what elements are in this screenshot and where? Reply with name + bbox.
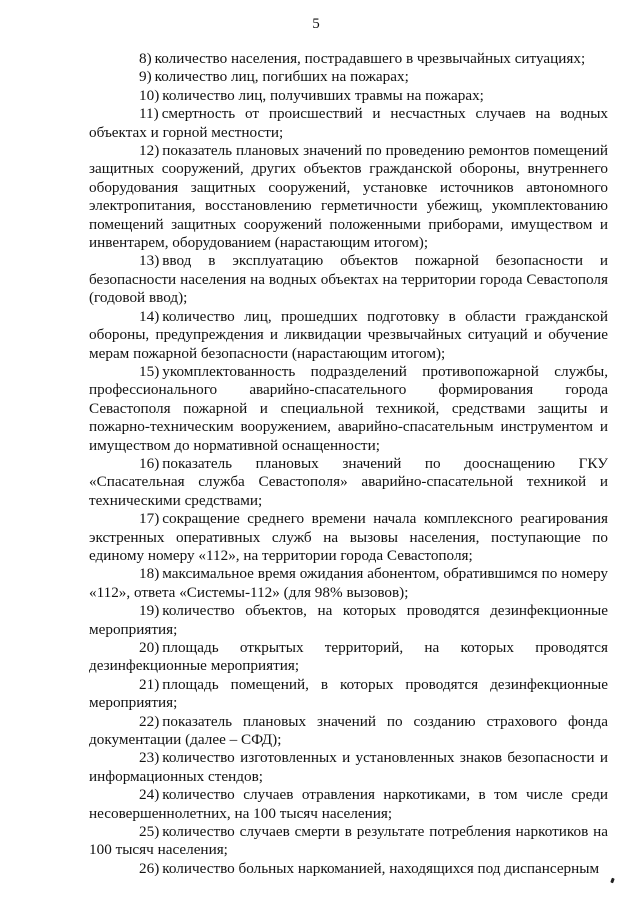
list-item bbox=[89, 252, 608, 307]
page-number: 5 bbox=[312, 16, 320, 32]
list-item bbox=[89, 602, 608, 639]
item-number: 20) bbox=[139, 639, 160, 656]
item-number: 15) bbox=[139, 362, 160, 380]
item-text: ввод в эксплуатацию объектов пожарной безопасности и безопасности населения на водных объектах на территории города Севастополя (годовой ввод); bbox=[89, 252, 608, 307]
item-number: 25) bbox=[139, 823, 160, 841]
list-item bbox=[89, 639, 608, 676]
item-text: количество лиц, прошедших подготовку в области гражданской обороны, предупреждения и ликвидации чрезвычайных ситуаций и обучение мерам пожарной безопасности (нарастающим итогом); bbox=[89, 307, 608, 362]
item-number: 26) bbox=[139, 859, 160, 877]
indicator-list bbox=[89, 50, 608, 878]
list-item bbox=[89, 676, 608, 713]
item-number: 19) bbox=[139, 602, 160, 620]
list-item bbox=[89, 105, 608, 142]
item-text: максимальное время ожидания абонентом, обратившимся по номеру «112», ответа «Системы-112» (для 98% вызовов); bbox=[89, 565, 608, 601]
item-text: количество лиц, погибших на пожарах; bbox=[154, 68, 409, 86]
list-item bbox=[89, 363, 608, 455]
item-text: укомплектованность подразделений противопожарной службы, профессионального аварийно-спасательного формирования города Севастополя пожарной и специальной техникой, средствами защиты и пожарно-техническим вооружением, аварийно-спасательным инструментом и имуществом до нормативной оснащенности; bbox=[89, 362, 608, 454]
item-text: площадь помещений, в которых проводятся дезинфекционные мероприятия; bbox=[89, 675, 608, 712]
item-text: показатель плановых значений по дооснащению ГКУ «Спасательная служба Севастополя» аварийно-спасательной техникой и техническими средствами; bbox=[89, 454, 608, 509]
item-number: 13) bbox=[139, 252, 160, 270]
item-number: 24) bbox=[139, 786, 160, 804]
item-number: 16) bbox=[139, 454, 160, 472]
list-item bbox=[89, 860, 608, 878]
item-text: количество случаев смерти в результате потребления наркотиков на 100 тысяч населения; bbox=[89, 823, 608, 859]
list-item bbox=[89, 87, 608, 105]
item-number: 18) bbox=[139, 565, 160, 583]
item-text: количество изготовленных и установленных знаков безопасности и информационных стендов; bbox=[89, 749, 608, 785]
item-number: 22) bbox=[139, 712, 160, 730]
item-text: количество объектов, на которых проводятся дезинфекционные мероприятия; bbox=[89, 602, 608, 638]
item-number: 21) bbox=[139, 675, 160, 693]
item-text: количество лиц, получивших травмы на пожарах; bbox=[162, 86, 484, 104]
list-item bbox=[89, 713, 608, 750]
item-number: 17) bbox=[139, 510, 160, 528]
list-item bbox=[89, 565, 608, 602]
item-number: 11) bbox=[139, 105, 159, 123]
item-text: площадь открытых территорий, на которых проводятся дезинфекционные мероприятия; bbox=[89, 639, 608, 675]
list-item bbox=[89, 142, 608, 252]
list-item bbox=[89, 308, 608, 363]
ink-speck bbox=[610, 878, 615, 884]
list-item bbox=[89, 510, 608, 565]
list-item bbox=[89, 823, 608, 860]
item-text: количество больных наркоманией, находящихся под диспансерным bbox=[162, 859, 600, 877]
item-number: 10) bbox=[139, 86, 160, 104]
item-number: 23) bbox=[139, 749, 160, 767]
item-text: показатель плановых значений по проведению ремонтов помещений защитных сооружений, других объектов гражданской обороны, внутреннего оборудования защитных сооружений, установке источников автономного электропитания, восстановлению герметичности убежищ, укомплектованию помещений защитных сооружений положенными приборами, имуществом и инвентарем, оборудованием (нарастающим итогом); bbox=[89, 142, 608, 252]
list-item bbox=[89, 786, 608, 823]
item-text: количество случаев отравления наркотиками, в том числе среди несовершеннолетних, на 100 тысяч населения; bbox=[89, 786, 608, 822]
item-text: количество населения, пострадавшего в чрезвычайных ситуациях; bbox=[154, 50, 586, 67]
item-text: показатель плановых значений по созданию страхового фонда документации (далее – СФД); bbox=[89, 712, 608, 749]
item-number: 12) bbox=[139, 142, 160, 160]
item-text: смертность от происшествий и несчастных случаев на водных объектах и горной местности; bbox=[89, 105, 608, 141]
item-text: сокращение среднего времени начала комплексного реагирования экстренных оперативных служб на вызовы населения, поступающие по единому номеру «112», на территории города Севастополя; bbox=[89, 510, 608, 564]
item-number: 9) bbox=[139, 68, 152, 86]
list-item bbox=[89, 455, 608, 510]
list-item bbox=[89, 50, 608, 68]
list-item bbox=[89, 68, 608, 86]
item-number: 8) bbox=[139, 50, 152, 67]
item-number: 14) bbox=[139, 307, 160, 325]
list-item bbox=[89, 749, 608, 786]
